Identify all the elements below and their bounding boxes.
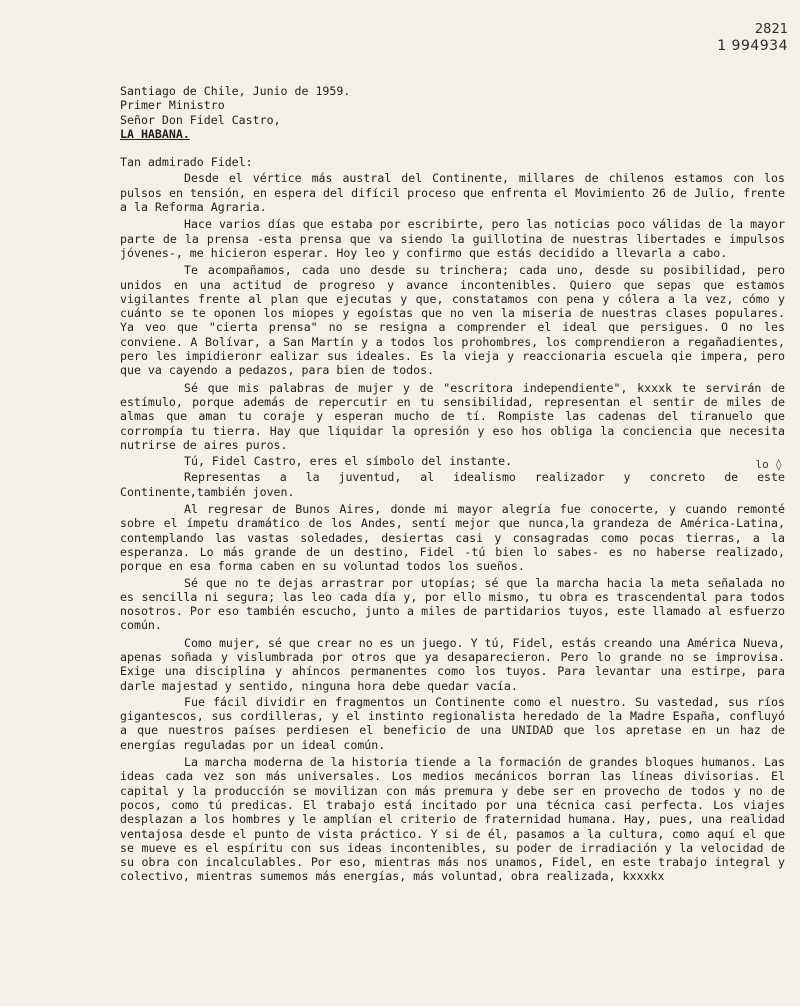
- letter-paragraph: Sé que no te dejas arrastrar por utopías; sé que la marcha hacia la meta señalada no es sencilla ni segura; las leo cada día y, por ello mismo, tu obra es trascendental para todos nosotros. Por eso también escucho, junto a miles de partidarios tuyos, este llamado al esfuerzo común.: [120, 575, 785, 633]
- archive-catalog-number: 1 994934: [717, 38, 788, 54]
- letter-paragraph: Al regresar de Bunos Aires, donde mi mayor alegría fue conocerte, y cuando remonté sobre el ímpetu dramático de los Andes, sentí mejor que nunca,la grandeza de América-Latina, contemplando las vastas soledades, desiertas casi y consagradas como pocas tierras, a la esperanza. Lo más grande de un destino, Fidel -tú bien lo sabes- es no haberse realizado, porque en esa forma caben en su voluntad todos los sueños.: [120, 502, 785, 574]
- letter-salutation: Tan admirado Fidel:: [120, 155, 253, 170]
- letter-paragraph: Hace varios días que estaba por escribirte, pero las noticias poco válidas de la mayor parte de la prensa -esta prensa que va siendo la guillotina de nuestras libertades e impulsos jóvenes-, me hicieron esperar. Hoy leo y confirmo que estás decidido a llevarla a cabo.: [120, 217, 785, 260]
- letter-paragraph: Te acompañamos, cada uno desde su trinchera; cada uno, desde su posibilidad, pero unidos en una actitud de progreso y avance incontenibles. Quiero que sepas que estamos vigilantes frente al plan que ejecutas y que, constatamos con pena y cólera a la vez, cómo y cuánto se te oponen los miopes y egoístas que no ven la miseria de nuestras clases populares. Ya veo que "cierta prensa" no se resigna a comprender el ideal que persigues. O no les conviene. A Bolívar, a San Martín y a todos los prohombres, los comprendieron a regañadientes, pero les impidieronr ealizar sus ideales. Es la vieja y reaccionaria escuela qie impera, pero que va cayendo a pedazos, para bien de todos.: [120, 263, 785, 378]
- letter-recipient-title: Primer Ministro: [120, 98, 225, 113]
- letter-place-date: Santiago de Chile, Junio de 1959.: [120, 84, 351, 98]
- letter-paragraph: La marcha moderna de la historia tiende a la formación de grandes bloques humanos. Las ideas cada vez son más universales. Los medios mecánicos borran las líneas divisorias. El capital y la producción se movilizan con más premura y debe ser en provecho de todos y no de pocos, como tú predicas. El trabajo está incitado por una técnica casi perfecta. Los viajes desplazan a los hombres y le amplían el criterio de fraternidad humana. Hay, pues, una realidad ventajosa desde el punto de vista práctico. Y si de él, pasamos a la cultura, como aquí el que se mueve es el espíritu con sus ideas incontenibles, su poder de irradiación y la velocidad de su obra con incalculables. Por eso, mientras más nos unamos, Fidel, en este trabajo integral y colectivo, mientras sumemos más energías, más voluntad, obra realizada, kxxxkx: [120, 755, 785, 884]
- letter-paragraph: Representas a la juventud, al idealismo realizador y concreto de este Continente,también joven.: [120, 470, 785, 499]
- letter-body: [120, 84, 785, 884]
- letter-paragraph: Fue fácil dividir en fragmentos un Continente como el nuestro. Su vastedad, sus ríos gigantescos, sus cordilleras, y el instinto regionalista heredado de la Madre España, confluyó a que nuestros países perdiesen el beneficio de una UNIDAD que los apretase en un haz de energías reguladas por un ideal común.: [120, 694, 785, 752]
- archive-number: 2821: [754, 22, 788, 37]
- archive-reference: [717, 22, 788, 54]
- letter-paragraph: Sé que mis palabras de mujer y de "escritora independiente", kxxxk te servirán de estímulo, porque además de repercutir en tu sensibilidad, representan el sentir de miles de almas que aman tu coraje y esperan mucho de tí. Rompiste las cadenas del tiranuelo que corrompía tu tierra. Hay que liquidar la opresión y eso hos obliga la conciencia que necesita nutrirse de aires puros.: [120, 380, 785, 452]
- letter-paragraph: Tú, Fidel Castro, eres el símbolo del instante.: [184, 454, 513, 469]
- letter-paragraph: Desde el vértice más austral del Continente, millares de chilenos estamos con los pulsos en tensión, en espera del difícil proceso que enfrenta el Movimiento 26 de Julio, frente a la Reforma Agraria.: [120, 171, 785, 215]
- letter-paragraph: Como mujer, sé que crear no es un juego. Y tú, Fidel, estás creando una América Nueva, apenas soñada y vislumbrada por otros que ya desaparecieron. Pero lo grande no se improvisa. Exige una disciplina y ahíncos permanentes como los tuyos. Para levantar una estirpe, para darle majestad y sentido, ninguna hora debe quedar vacía.: [120, 635, 785, 693]
- letter-recipient-city: LA HABANA.: [120, 126, 190, 141]
- handwritten-margin-note: lo ◊: [755, 458, 782, 471]
- letter-recipient-name: Señor Don Fidel Castro,: [120, 112, 281, 127]
